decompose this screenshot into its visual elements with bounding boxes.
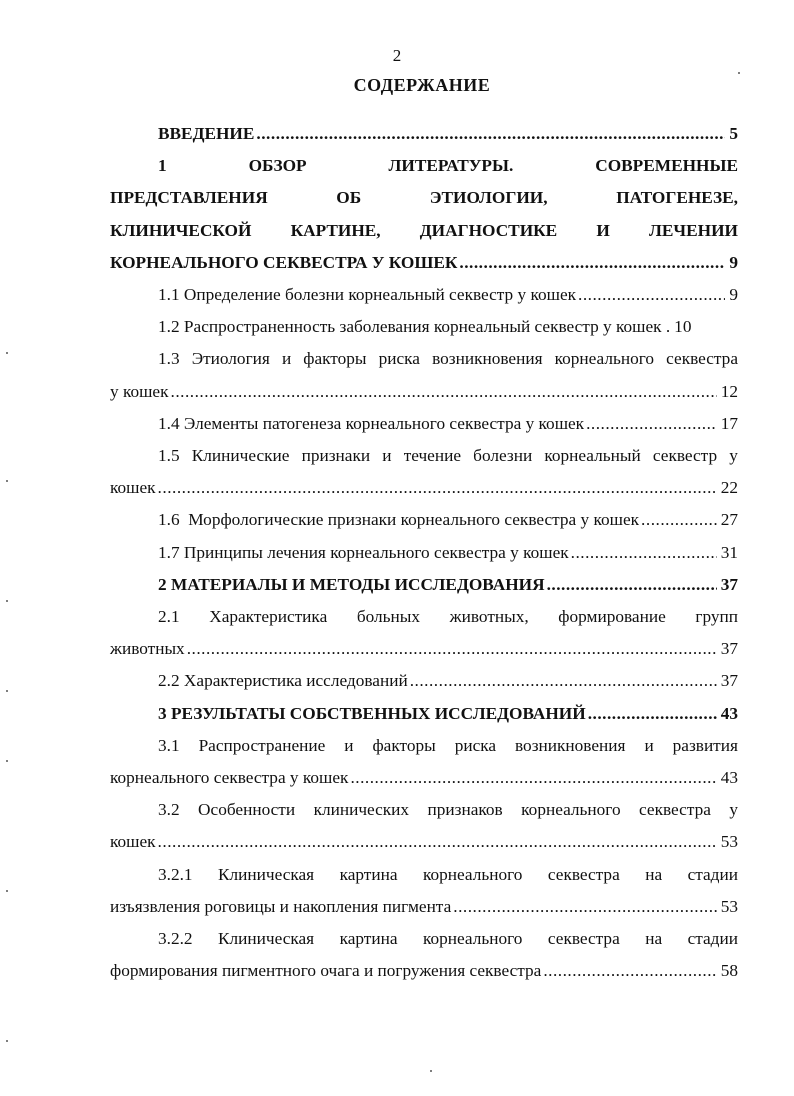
word: Характеристика	[209, 607, 328, 627]
toc-entry-2-1-line-1[interactable]	[110, 601, 738, 633]
word: формирование	[558, 607, 666, 627]
toc-entry-text: 1.2 Распространенность заболевания корнеальный секвестр у кошек .	[158, 317, 671, 337]
word: 2.1	[158, 607, 180, 627]
dot-leader	[410, 665, 717, 697]
dot-leader	[453, 891, 716, 923]
scan-speck	[6, 690, 8, 692]
dot-leader	[571, 537, 717, 569]
word: у	[729, 800, 738, 820]
toc-entry-intro[interactable]	[110, 118, 738, 150]
word: риска	[454, 735, 497, 755]
dot-leader	[459, 247, 725, 279]
toc-entry-text: 2.2 Характеристика исследований	[158, 671, 408, 691]
word: ЛИТЕРАТУРЫ.	[388, 156, 514, 176]
toc-entry-3-2-1-line-2[interactable]	[110, 891, 738, 923]
word: секвестра	[547, 929, 620, 949]
word: корнеального	[422, 864, 523, 884]
toc-page-number: 9	[729, 285, 738, 305]
word: 1.5	[158, 446, 180, 466]
word: 1.3	[158, 349, 180, 369]
toc-entry-text: 1.1 Определение болезни корнеальный секвестр у кошек	[158, 285, 577, 305]
word: 3.2.1	[158, 864, 193, 884]
toc-chapter-1-line-4[interactable]	[110, 247, 738, 279]
word: возникновения	[432, 349, 543, 369]
toc-entry-1-2[interactable]	[110, 311, 738, 343]
toc-entry-text: КОРНЕАЛЬНОГО СЕКВЕСТРА У КОШЕК	[110, 252, 458, 272]
word: Распространение	[198, 735, 326, 755]
word: КЛИНИЧЕСКОЙ	[110, 220, 252, 240]
toc-entry-3-1-line-2[interactable]	[110, 762, 738, 794]
toc-entry-3-2-line-1[interactable]	[110, 794, 738, 826]
toc-entry-text: 1.4 Элементы патогенеза корнеального секвестра у кошек	[158, 413, 585, 433]
word: корнеальный	[544, 446, 641, 466]
toc-page-number: 9	[729, 252, 738, 272]
toc-entry-1-3-line-1[interactable]	[110, 343, 738, 375]
word: и	[281, 349, 292, 369]
word: ДИАГНОСТИКЕ	[419, 220, 558, 240]
word: развития	[672, 735, 738, 755]
word: факторы	[372, 735, 436, 755]
word: секвестра	[666, 349, 738, 369]
word: возникновения	[515, 735, 626, 755]
dot-leader	[578, 279, 725, 311]
word: Особенности	[198, 800, 296, 820]
table-of-contents	[110, 118, 738, 987]
toc-page-number: 22	[720, 478, 738, 498]
scan-speck	[6, 352, 8, 354]
word: Этиология	[191, 349, 270, 369]
toc-page-number: 27	[720, 510, 738, 530]
scan-speck	[6, 890, 8, 892]
page-title: СОДЕРЖАНИЕ	[353, 75, 491, 95]
toc-entry-text: 1.7 Принципы лечения корнеального секвестра у кошек	[158, 542, 569, 562]
toc-entry-1-4[interactable]	[110, 408, 738, 440]
scan-speck	[738, 72, 740, 74]
word: больных	[356, 607, 421, 627]
toc-entry-text: 3 РЕЗУЛЬТАТЫ СОБСТВЕННЫХ ИССЛЕДОВАНИЙ	[158, 703, 586, 723]
toc-chapter-1-line-1[interactable]	[110, 150, 738, 182]
word: 1	[158, 156, 167, 176]
word: и	[382, 446, 392, 466]
toc-page-number: 5	[729, 124, 738, 143]
word: И	[596, 220, 610, 240]
word: секвестра	[639, 800, 711, 820]
dot-leader	[547, 569, 717, 601]
toc-entry-text: корнеального секвестра у кошек	[110, 768, 349, 788]
word: картина	[339, 929, 398, 949]
word: признаки	[301, 446, 371, 466]
word: 3.2	[158, 800, 180, 820]
toc-entry-text: кошек	[110, 832, 156, 852]
toc-entry-text: кошек	[110, 478, 156, 498]
toc-entry-2-2[interactable]	[110, 665, 738, 697]
word: клинических	[313, 800, 410, 820]
word: секвестра	[547, 864, 620, 884]
word: ОБ	[336, 188, 362, 208]
toc-entry-3-2-2-line-2[interactable]	[110, 955, 738, 987]
word: и	[644, 735, 654, 755]
dot-leader	[586, 408, 717, 440]
toc-entry-text: 2 МАТЕРИАЛЫ И МЕТОДЫ ИССЛЕДОВАНИЯ	[158, 574, 545, 594]
dot-leader	[158, 472, 717, 504]
word: факторы	[303, 349, 367, 369]
toc-entry-1-5-line-1[interactable]	[110, 440, 738, 472]
word: 3.1	[158, 735, 180, 755]
toc-page-number: 37	[720, 574, 738, 594]
toc-entry-3-2-1-line-1[interactable]	[110, 859, 738, 891]
word: ПРЕДСТАВЛЕНИЯ	[110, 188, 268, 208]
toc-entry-1-3-line-2[interactable]	[110, 376, 738, 408]
word: болезни	[473, 446, 533, 466]
toc-page-number: 31	[720, 542, 738, 562]
scan-speck	[6, 1040, 8, 1042]
toc-page-number: 37	[720, 639, 738, 659]
toc-entry-1-5-line-2[interactable]	[110, 472, 738, 504]
dot-leader	[350, 762, 716, 794]
toc-page-number: 37	[720, 671, 738, 691]
dot-leader	[256, 118, 725, 150]
toc-chapter-3[interactable]	[110, 698, 738, 730]
toc-entry-text: 1.6 Морфологические признаки корнеального секвестра у кошек	[158, 510, 640, 530]
toc-page-number: 43	[720, 768, 738, 788]
toc-entry-2-1-line-2[interactable]	[110, 633, 738, 665]
toc-page-number: 53	[720, 896, 738, 916]
dot-leader	[187, 633, 717, 665]
toc-entry-3-2-line-2[interactable]	[110, 826, 738, 858]
toc-page-number: 10	[674, 317, 692, 337]
dot-leader	[158, 826, 717, 858]
word: Клинические	[191, 446, 290, 466]
scan-speck	[6, 600, 8, 602]
toc-page-number: 12	[720, 381, 738, 401]
word: стадии	[687, 929, 738, 949]
toc-entry-1-6[interactable]	[110, 504, 738, 536]
toc-entry-text: животных	[110, 639, 185, 659]
word: риска	[378, 349, 420, 369]
word: признаков	[427, 800, 503, 820]
word: на	[645, 864, 663, 884]
word: корнеального	[554, 349, 655, 369]
word: СОВРЕМЕННЫЕ	[595, 156, 738, 176]
scan-speck	[430, 1070, 432, 1072]
word: Клиническая	[218, 929, 315, 949]
word: и	[344, 735, 354, 755]
word: картина	[339, 864, 398, 884]
scan-speck	[6, 480, 8, 482]
toc-entry-text: ВВЕДЕНИЕ	[158, 124, 255, 143]
word: корнеального	[422, 929, 523, 949]
word: у	[729, 446, 738, 466]
word: КАРТИНЕ,	[290, 220, 381, 240]
word: ЭТИОЛОГИИ,	[429, 188, 548, 208]
toc-chapter-1-line-2[interactable]	[110, 182, 738, 214]
toc-page-number: 58	[720, 961, 738, 981]
toc-entry-text: формирования пигментного очага и погружения секвестра	[110, 961, 542, 981]
dot-leader	[543, 955, 716, 987]
word: Клиническая	[218, 864, 315, 884]
toc-entry-3-1-line-1[interactable]	[110, 730, 738, 762]
word: групп	[695, 607, 738, 627]
dot-leader	[171, 376, 717, 408]
toc-chapter-1-line-3[interactable]	[110, 215, 738, 247]
word: ЛЕЧЕНИИ	[649, 220, 738, 240]
toc-page-number: 43	[720, 703, 738, 723]
toc-page-number: 53	[720, 832, 738, 852]
word: секвестр	[652, 446, 718, 466]
word: на	[645, 929, 663, 949]
word: стадии	[687, 864, 738, 884]
dot-leader	[641, 504, 717, 536]
word: ПАТОГЕНЕЗЕ,	[616, 188, 738, 208]
toc-page-number: 17	[720, 413, 738, 433]
dot-leader	[588, 698, 717, 730]
toc-entry-1-1[interactable]	[110, 279, 738, 311]
toc-chapter-2[interactable]	[110, 569, 738, 601]
word: животных,	[449, 607, 529, 627]
toc-entry-1-7[interactable]	[110, 537, 738, 569]
scan-speck	[6, 760, 8, 762]
toc-entry-text: у кошек	[110, 381, 169, 401]
page-number: 2	[392, 46, 402, 65]
word: ОБЗОР	[248, 156, 307, 176]
toc-entry-3-2-2-line-1[interactable]	[110, 923, 738, 955]
word: корнеального	[521, 800, 621, 820]
word: 3.2.2	[158, 929, 193, 949]
toc-entry-text: изъязвления роговицы и накопления пигмента	[110, 896, 452, 916]
word: течение	[403, 446, 462, 466]
